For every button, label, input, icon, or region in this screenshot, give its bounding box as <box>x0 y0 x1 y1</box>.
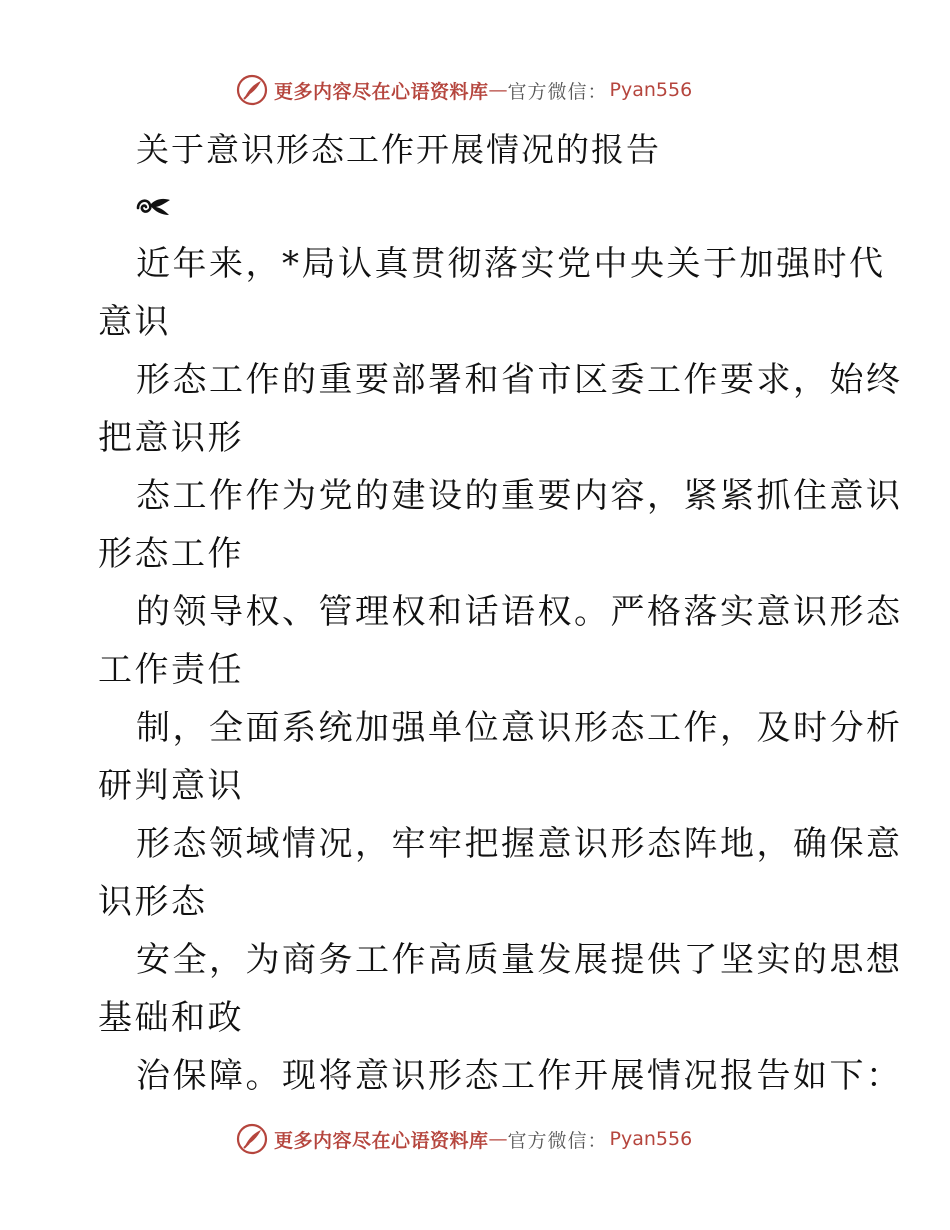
body-line: 工作责任 <box>98 650 244 690</box>
quill-logo-icon <box>236 74 268 106</box>
body-line: 的领导权、管理权和话语权。严格落实意识形态 <box>136 592 903 632</box>
body-line: 形态工作的重要部署和省市区委工作要求，始终 <box>136 360 903 400</box>
body-line: 制，全面系统加强单位意识形态工作，及时分析 <box>136 708 903 748</box>
banner-wechat-id: Pyan556 <box>609 79 693 101</box>
banner-dash: — <box>488 1128 508 1150</box>
header-banner <box>236 73 692 107</box>
fleuron-ornament-icon <box>134 188 174 222</box>
body-line: 把意识形 <box>98 418 244 458</box>
body-line: 形态工作 <box>98 534 244 574</box>
banner-dash: — <box>488 79 508 101</box>
banner-main-text: 更多内容尽在心语资料库 <box>274 80 489 103</box>
footer-banner <box>236 1122 692 1156</box>
body-line: 态工作作为党的建设的重要内容，紧紧抓住意识 <box>136 476 903 516</box>
body-line: 意识 <box>98 302 171 342</box>
body-line: 治保障。现将意识形态工作开展情况报告如下： <box>136 1056 903 1096</box>
body-line: 基础和政 <box>98 998 244 1038</box>
banner-main-text: 更多内容尽在心语资料库 <box>274 1129 489 1152</box>
body-line: 研判意识 <box>98 766 244 806</box>
body-line: 识形态 <box>98 882 208 922</box>
document-title: 关于意识形态工作开展情况的报告 <box>136 130 661 169</box>
banner-sub-text: 官方微信： <box>507 80 608 103</box>
banner-wechat-id: Pyan556 <box>609 1128 693 1150</box>
quill-logo-icon <box>236 1123 268 1155</box>
banner-sub-text: 官方微信： <box>507 1129 608 1152</box>
body-line: 近年来，*局认真贯彻落实党中央关于加强时代 <box>136 244 886 284</box>
body-line: 形态领域情况，牢牢把握意识形态阵地，确保意 <box>136 824 903 864</box>
body-line: 安全，为商务工作高质量发展提供了坚实的思想 <box>136 940 903 980</box>
